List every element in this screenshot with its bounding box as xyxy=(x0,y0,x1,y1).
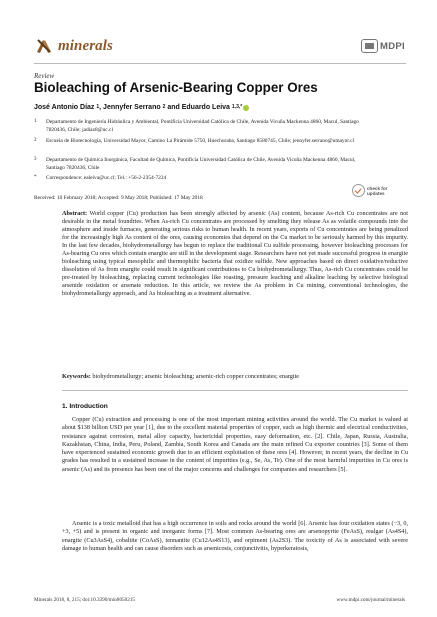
affiliation-item xyxy=(34,137,374,145)
footer-url[interactable]: www.mdpi.com/journal/minerals xyxy=(336,597,405,603)
body-paragraph: Copper (Cu) extraction and processing is one of the most important mining activities around the world. The Cu market is valued at about $138 billion USD per year [1], due to the excellent material properties of copper, such as high thermic and electrical conductivities, resistance against corrosion, metal alloy capacity, bactericidal properties, easy deformation, etc. [2]. Chile, Japan, Russia, Australia, Kazakhstan, China, India, Peru, Poland, Zambia, South Korea and Canada are the main refined Cu exporter countries [3]. Some of them have experienced sustained economic growth due to an efficient exploitation of these ores [4]. However, in recent years, the decline in Cu grades has resulted in a sustained increase in the content of impurities (e.g., Se, As, Te). One of the most harmful impurities in Cu ores is arsenic (As) and its presence has been one of the major concerns and challenges for companies and researchers [5]. xyxy=(62,416,408,473)
check-updates-icon xyxy=(352,184,365,197)
affiliation-text: Correspondence: ealeiva@uc.cl; Tel.: +56-2-2354-7224 xyxy=(46,175,167,181)
publisher-name: MDPI xyxy=(380,40,405,52)
minerals-logo-icon xyxy=(34,36,54,56)
check-updates-badge[interactable] xyxy=(352,184,387,197)
publisher-logo xyxy=(361,39,405,53)
abstract-text: World copper (Cu) production has been strongly affected by arsenic (As) content, because As-rich Cu concentrates are not desirable in the metal foundries. When As-rich Cu concentrates are processed by smelting they release As as volatile compounds into the atmosphere and inside furnaces, generating serious risks to human health. In recent years, exports of Cu concentrates are being penalized for the increasingly high As content of the ores, causing economies that depend on the Cu market to be seriously harmed by this impurity. In the last few decades, biohydrometallurgy has begun to replace the traditional Cu sulfide processing, however bioleaching processes for As-bearing Cu ores which contain enargite are still in the development stage. Researchers have not yet made successful progress in enargite bioleaching using typical mesophilic and thermophilic bacteria that oxidize sulfide. New approaches based on direct oxidative/reductive dissolution of As from enargite could result in significant contributions to Cu biohydrometallurgy. Thus, As-rich Cu concentrates could be pre-treated by bioleaching, replacing current technologies like roasting, pressure leaching and alkaline leaching by selective biological arsenide oxidation or arsenate reduction. In this article, we review the As problem in Cu mining, conventional technologies, the biohydrometallurgy approach, and As bioleaching as a treatment alternative. xyxy=(62,210,409,297)
author-affil-ref: 1 xyxy=(96,104,100,110)
journal-logo xyxy=(34,36,113,56)
keywords-text: biohydrometallurgy; arsenic bioleaching; arsenic-rich copper concentrates; enargite xyxy=(92,373,300,380)
publication-dates: Received: 10 February 2018; Accepted: 9 May 2018; Published: 17 May 2018 xyxy=(34,195,203,201)
affiliation-item xyxy=(34,118,374,134)
affiliation-item xyxy=(34,156,374,172)
journal-name: minerals xyxy=(58,37,113,54)
keywords-label: Keywords: xyxy=(62,373,91,380)
affiliation-text: Departamento de Química Inorgánica, Facultad de Química, Pontificia Universidad Católica de Chile, Avenida Vicuña Mackenna 4860, Macul, Santiago 7820436, Chile xyxy=(46,157,356,171)
section-heading: 1. Introduction xyxy=(62,403,108,410)
affiliation-number: * xyxy=(34,175,37,180)
header-divider xyxy=(34,63,406,64)
author-affil-ref: 1,3,* xyxy=(231,104,243,110)
article-type: Review xyxy=(34,72,55,80)
affiliation-number: 2 xyxy=(34,138,37,143)
affiliation-number: 1 xyxy=(34,119,37,124)
mdpi-icon xyxy=(361,39,378,53)
correspondence xyxy=(34,174,374,182)
abstract-label: Abstract: xyxy=(62,210,88,217)
abstract xyxy=(62,210,408,298)
affiliation-text: Departamento de Ingeniería Hidráulica y Ambiental, Pontificia Universidad Católica de Chile, Avenida Vicuña Mackenna 4860, Macul, Santiago 7820436, Chile; jadiaz8@uc.cl xyxy=(46,119,359,133)
author-name: and Eduardo Leiva xyxy=(167,104,230,111)
affiliation-text: Escuela de Biotecnología, Universidad Mayor, Camino La Pirámide 5750, Huechuraba, Santiago 8580745, Chile; jennyfer.serrano@umayor.cl xyxy=(46,138,355,144)
author-list: José Antonio Díaz 1 , Jennyfer Serrano 2 and Eduardo Leiva 1,3,* xyxy=(34,104,249,111)
affiliation-number: 3 xyxy=(34,157,37,162)
body-paragraph: Arsenic is a toxic metalloid that has a high occurrence in soils and rocks around the world [6]. Arsenic has four oxidation states (−3, 0, +3, +5) and is present in organic and inorganic forms [7]. Most common As-bearing ores are arsenopyrite (FeAsS), realgar (As4S4), enargite (Cu3AsS4), cobaltite (CoAsS), tennantite (Cu12As4S13), and orpiment (As2S3). The toxicity of As is associated with severe damage to human health and can cause disorders such as arsenicosis, conjunctivitis, hyperkeratosis, xyxy=(62,520,408,552)
article-title: Bioleaching of Arsenic-Bearing Copper Ores xyxy=(34,80,318,95)
section-divider xyxy=(62,390,408,391)
check-updates-line2: updates xyxy=(367,190,385,196)
author-name: José Antonio Díaz xyxy=(34,104,95,111)
check-updates-line1: check for xyxy=(367,185,388,191)
footer-citation: Minerals 2018, 8, 215; doi:10.3390/min8050215 xyxy=(34,597,136,603)
keywords xyxy=(62,373,408,380)
author-name: Jennyfer Serrano xyxy=(103,104,161,111)
orcid-icon[interactable] xyxy=(243,105,249,111)
author-affil-ref: 2 xyxy=(162,104,166,110)
